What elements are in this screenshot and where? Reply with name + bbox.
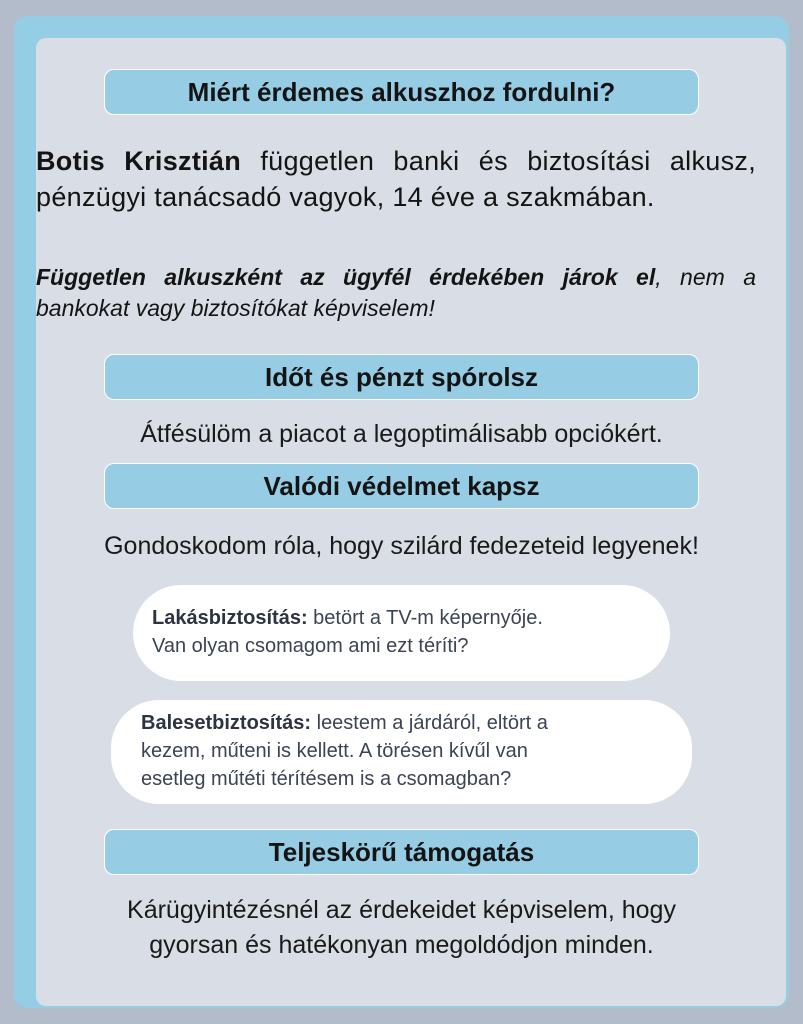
intro-paragraph bbox=[36, 143, 756, 215]
independence-statement-rest: , nem a bankokat vagy biztosítókat képviselem! bbox=[36, 264, 756, 321]
section-title-real-protection: Valódi védelmet kapsz bbox=[104, 463, 699, 509]
independence-statement bbox=[36, 262, 756, 324]
intro-text: független banki és biztosítási alkusz, pénzügyi tanácsadó vagyok, 14 éve a szakmában. bbox=[36, 146, 756, 212]
section-title-full-support: Teljeskörű támogatás bbox=[104, 829, 699, 875]
bubble-label: Lakásbiztosítás: bbox=[152, 607, 308, 629]
advisor-name: Botis Krisztián bbox=[36, 146, 242, 176]
bubble-text: betört a TV-m képernyője. bbox=[307, 607, 543, 629]
section-title-why-broker: Miért érdemes alkuszhoz fordulni? bbox=[104, 69, 699, 115]
example-bubble-home-insurance bbox=[133, 585, 670, 681]
real-protection-text: Gondoskodom róla, hogy szilárd fedezeteid legyenek! bbox=[104, 532, 699, 560]
bubble-line bbox=[152, 604, 670, 632]
bubble-text: leestem a járdáról, eltört a bbox=[311, 712, 548, 734]
full-support-text-line1: Kárügyintézésnél az érdekeidet képviselem, hogy bbox=[127, 896, 676, 924]
full-support-text-line2: gyorsan és hatékonyan megoldódjon minden. bbox=[149, 931, 654, 959]
bubble-line bbox=[141, 709, 692, 737]
save-time-text: Átfésülöm a piacot a legoptimálisabb opciókért. bbox=[140, 420, 663, 448]
bubble-label: Balesetbiztosítás: bbox=[141, 712, 312, 734]
bubble-line: kezem, műteni is kellett. A törésen kívűl van bbox=[141, 740, 528, 762]
section-title-save-time-money: Időt és pénzt spórolsz bbox=[104, 354, 699, 400]
example-bubble-accident-insurance bbox=[111, 700, 692, 804]
independence-statement-bold: Független alkuszként az ügyfél érdekében járok el bbox=[36, 264, 656, 290]
bubble-line: esetleg műtéti térítésem is a csomagban? bbox=[141, 768, 512, 790]
bubble-line: Van olyan csomagom ami ezt téríti? bbox=[152, 635, 469, 657]
